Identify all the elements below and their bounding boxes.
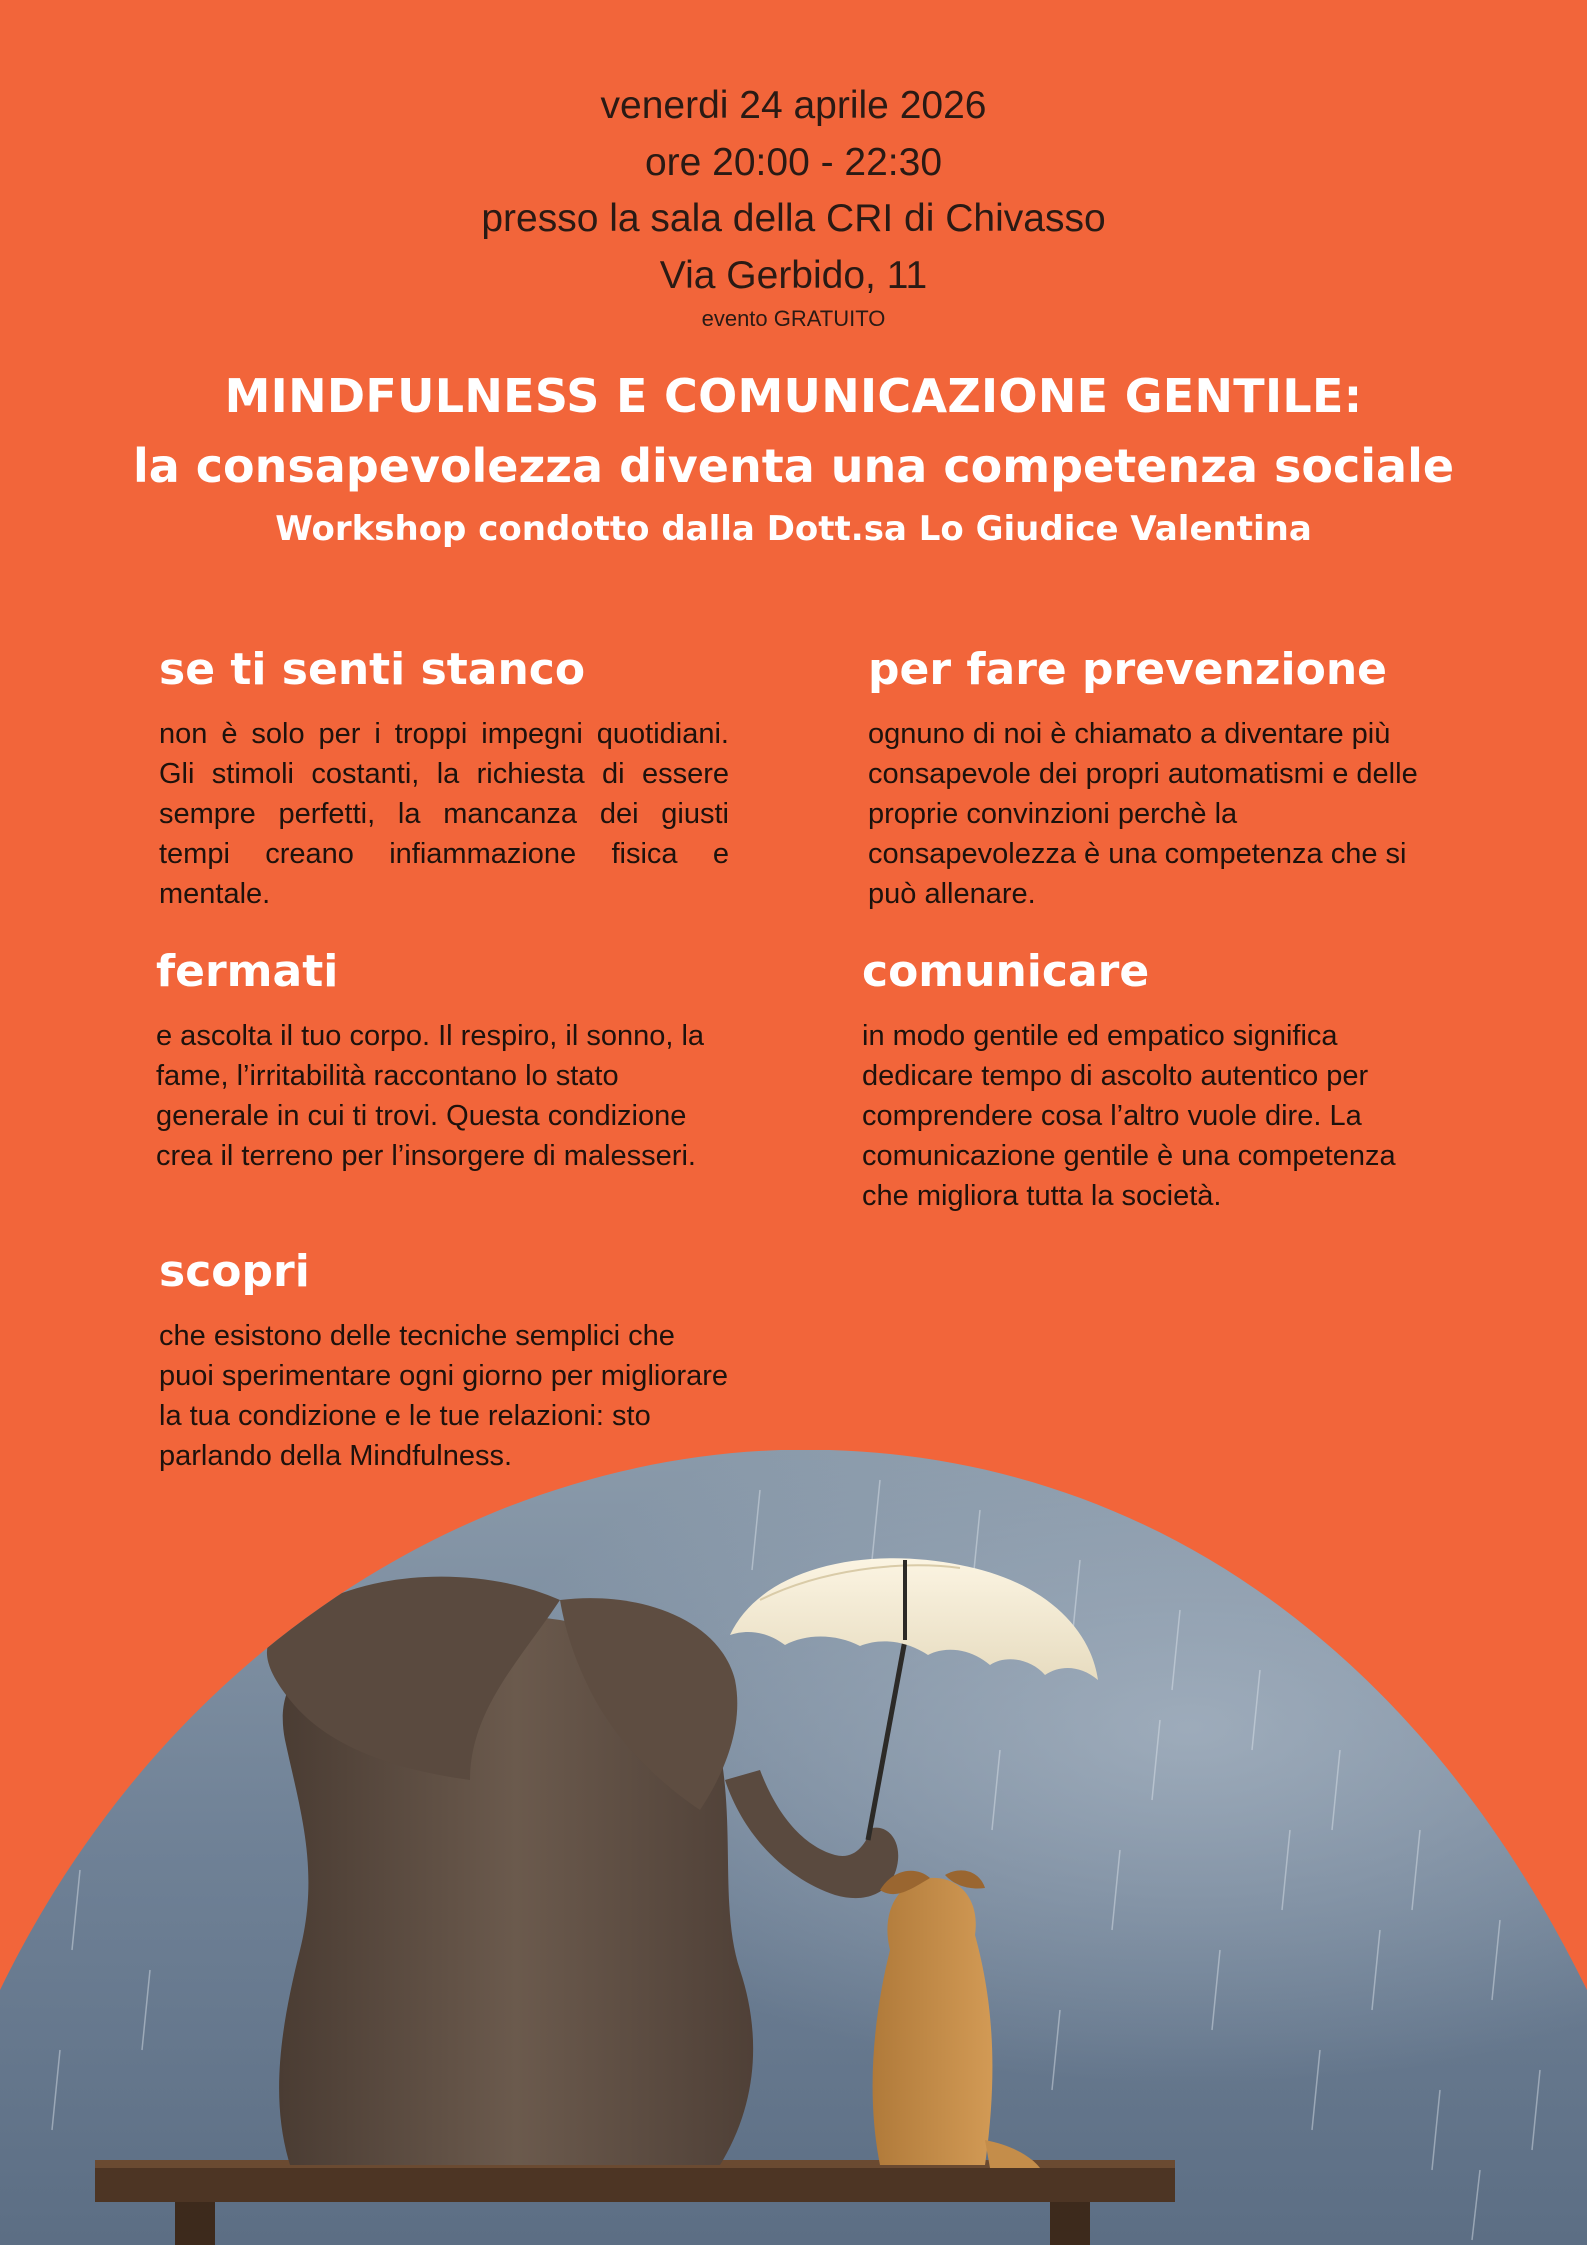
section-body: che esistono delle tecniche semplici che puoi sperimentare ogni giorno per migliorare la tua condizione e le tue relazioni: sto parlando della Mindfulness. [159, 1320, 729, 1472]
section-body: e ascolta il tuo corpo. Il respiro, il sonno, la fame, l’irritabilità raccontano lo stato generale in cui ti trovi. Questa condizione crea il terreno per l’insorgere di malesseri. [156, 1020, 705, 1172]
event-time: ore 20:00 - 22:30 [644, 140, 943, 184]
section-comunicare [862, 942, 1442, 1216]
headline-byline: Workshop condotto dalla Dott.sa Lo Giudice Valentina [275, 509, 1312, 549]
section-heading: per fare prevenzione [868, 644, 1388, 695]
section-heading: se ti senti stanco [159, 644, 586, 695]
section-body: non è solo per i troppi impegni quotidiani. Gli stimoli costanti, la richiesta di essere sempre perfetti, la mancanza dei giusti tempi creano infiammazione fisica e mentale. [159, 718, 729, 910]
elephant-dog-rain-illustration [0, 1450, 1587, 2245]
section-heading: scopri [159, 1246, 310, 1297]
section-heading: comunicare [862, 946, 1150, 997]
section-per-fare-prevenzione [868, 640, 1438, 914]
section-fermati [156, 942, 726, 1176]
event-info [0, 78, 1587, 334]
event-date: venerdi 24 aprile 2026 [600, 84, 987, 127]
headline-title: MINDFULNESS E COMUNICAZIONE GENTILE: [224, 369, 1363, 423]
section-se-ti-senti-stanco [159, 640, 729, 914]
section-body: ognuno di noi è chiamato a diventare più consapevole dei propri automatismi e delle proprie convinzioni perchè la consapevolezza è una competenza che si può allenare. [868, 718, 1418, 910]
event-address: Via Gerbido, 11 [659, 253, 928, 297]
event-venue: presso la sala della CRI di Chivasso [481, 197, 1106, 240]
section-scopri [159, 1242, 729, 1476]
headline [0, 366, 1587, 552]
section-body: in modo gentile ed empatico significa dedicare tempo di ascolto autentico per comprendere cosa l’altro vuole dire. La comunicazione gentile è una competenza che migliora tutta la società. [862, 1020, 1396, 1212]
event-note: evento GRATUITO [701, 306, 886, 331]
headline-subtitle: la consapevolezza diventa una competenza sociale [132, 439, 1455, 493]
section-heading: fermati [156, 946, 339, 997]
